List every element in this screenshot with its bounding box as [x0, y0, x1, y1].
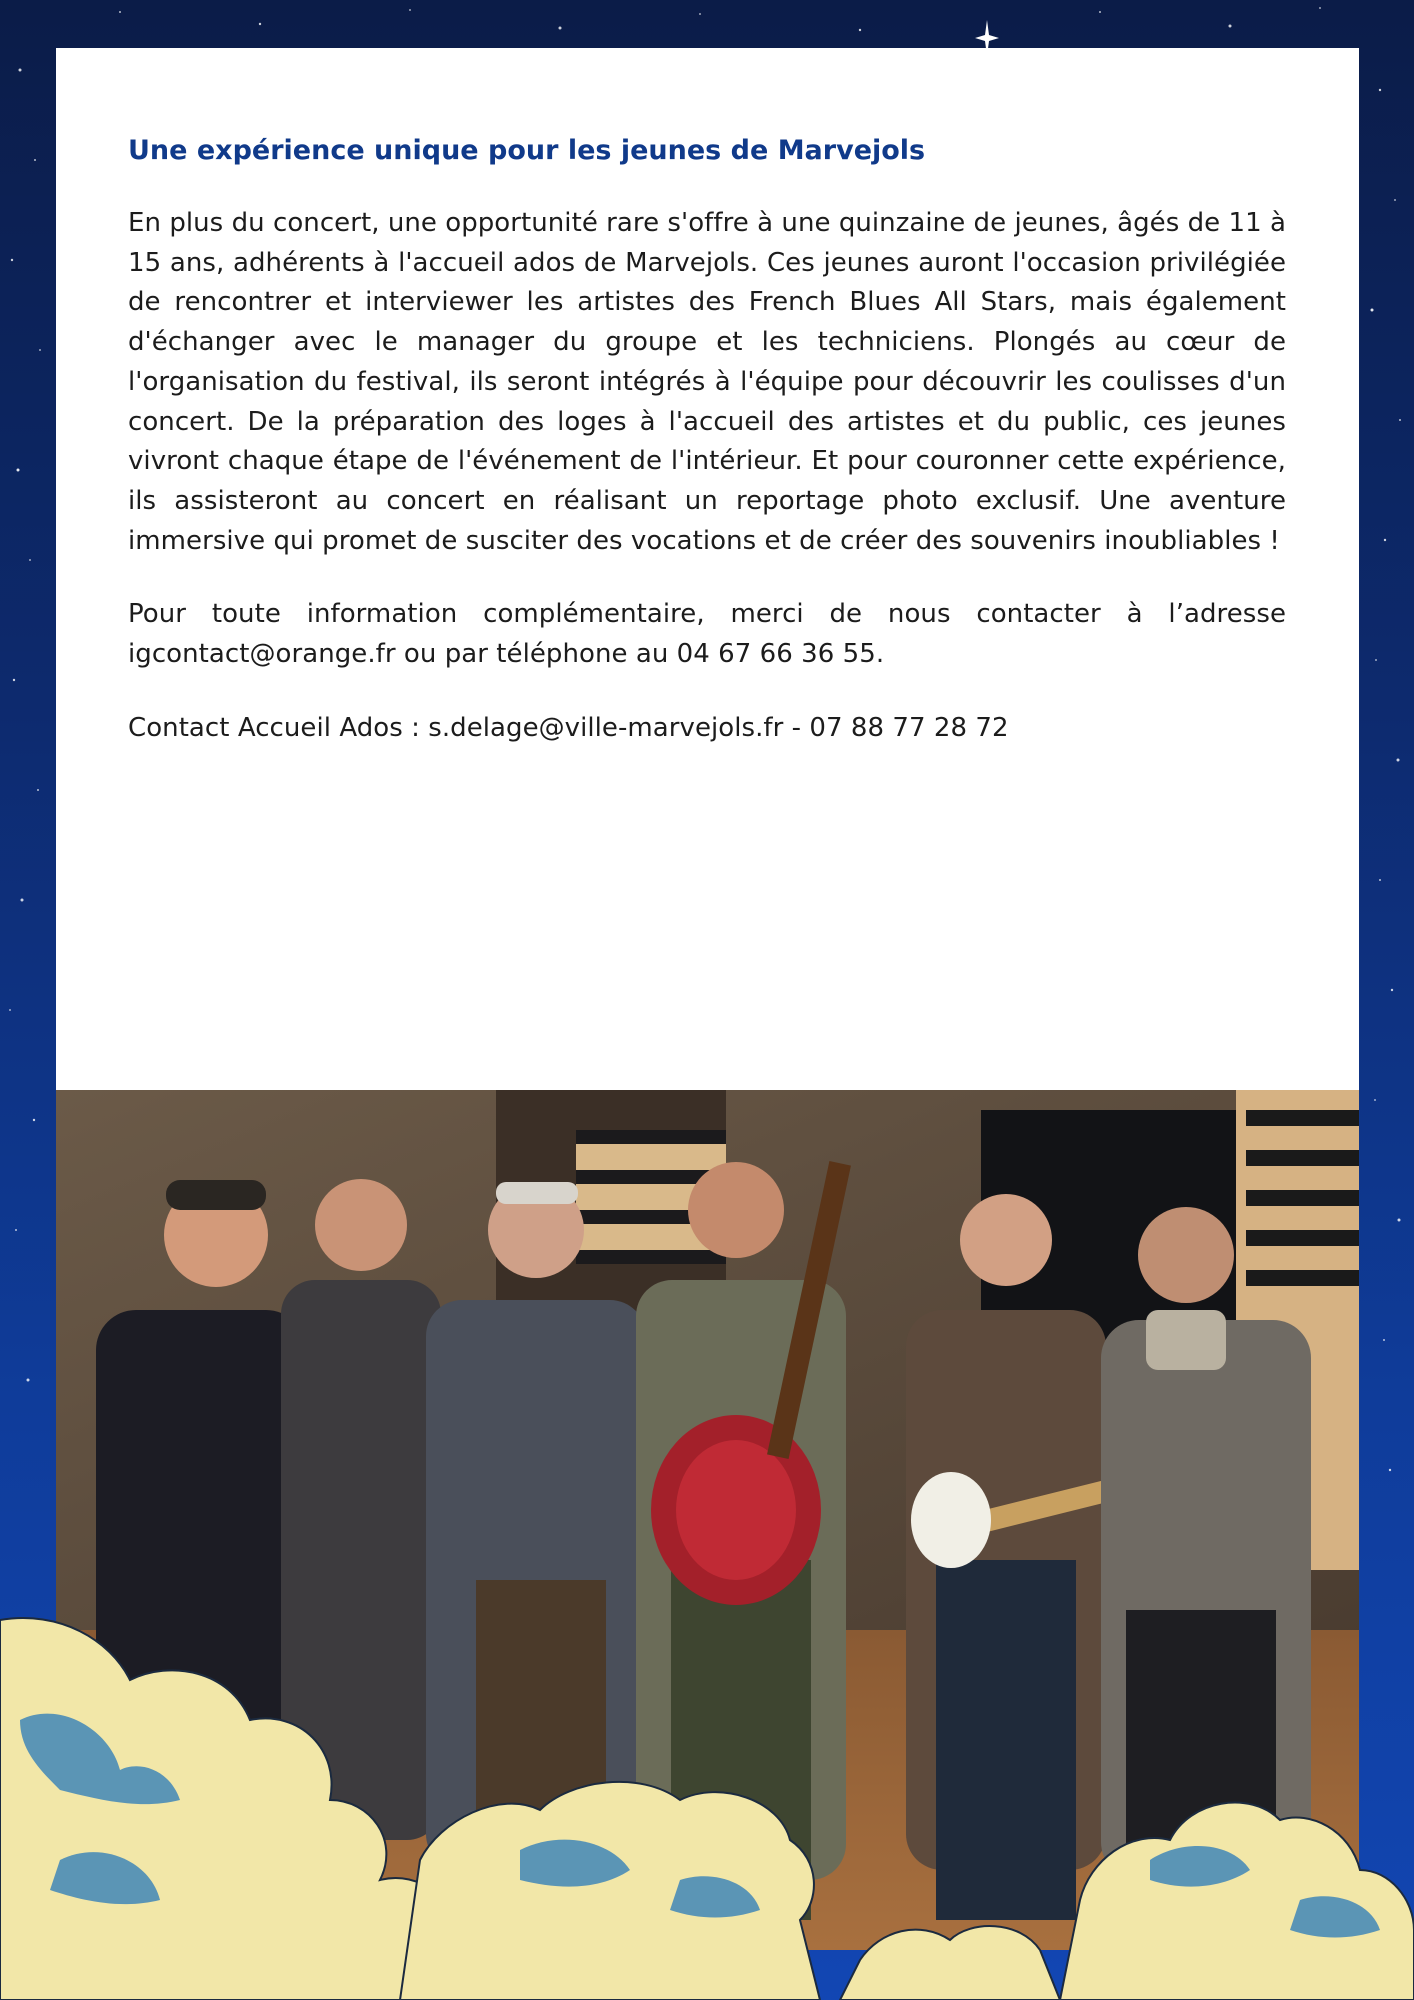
contact-paragraph: Contact Accueil Ados : s.delage@ville-marvejols.fr - 07 88 77 28 72 — [128, 712, 1009, 743]
text-panel — [56, 48, 1359, 1090]
info-paragraph: Pour toute information complémentaire, merci de nous contacter à l’adresse igcontact@orange.fr ou par téléphone au 04 67 66 36 55. — [128, 599, 1286, 670]
article-content — [128, 132, 1286, 782]
intro-paragraph: En plus du concert, une opportunité rare s'offre à une quinzaine de jeunes, âgés de 11 à 15 ans, adhérents à l'accueil ados de Marvejols. Ces jeunes auront l'occasion privilégiée de rencontrer et interviewer les artistes des French Blues All Stars, mais également d'échanger avec le manager du groupe et les techniciens. Plongés au cœur de l'organisation du festival, ils seront intégrés à l'équipe pour découvrir les coulisses d'un concert. De la préparation des loges à l'accueil des artistes et du public, ces jeunes vivront chaque étape de l'événement de l'intérieur. Et pour couronner cette expérience, ils assisteront au concert en réalisant un reportage photo exclusif. Une aventure immersive qui promet de susciter des vocations et de créer des souvenirs inoubliables ! — [128, 208, 1287, 556]
decorative-clouds — [0, 1600, 1414, 2000]
section-heading: Une expérience unique pour les jeunes de Marvejols — [128, 135, 926, 166]
